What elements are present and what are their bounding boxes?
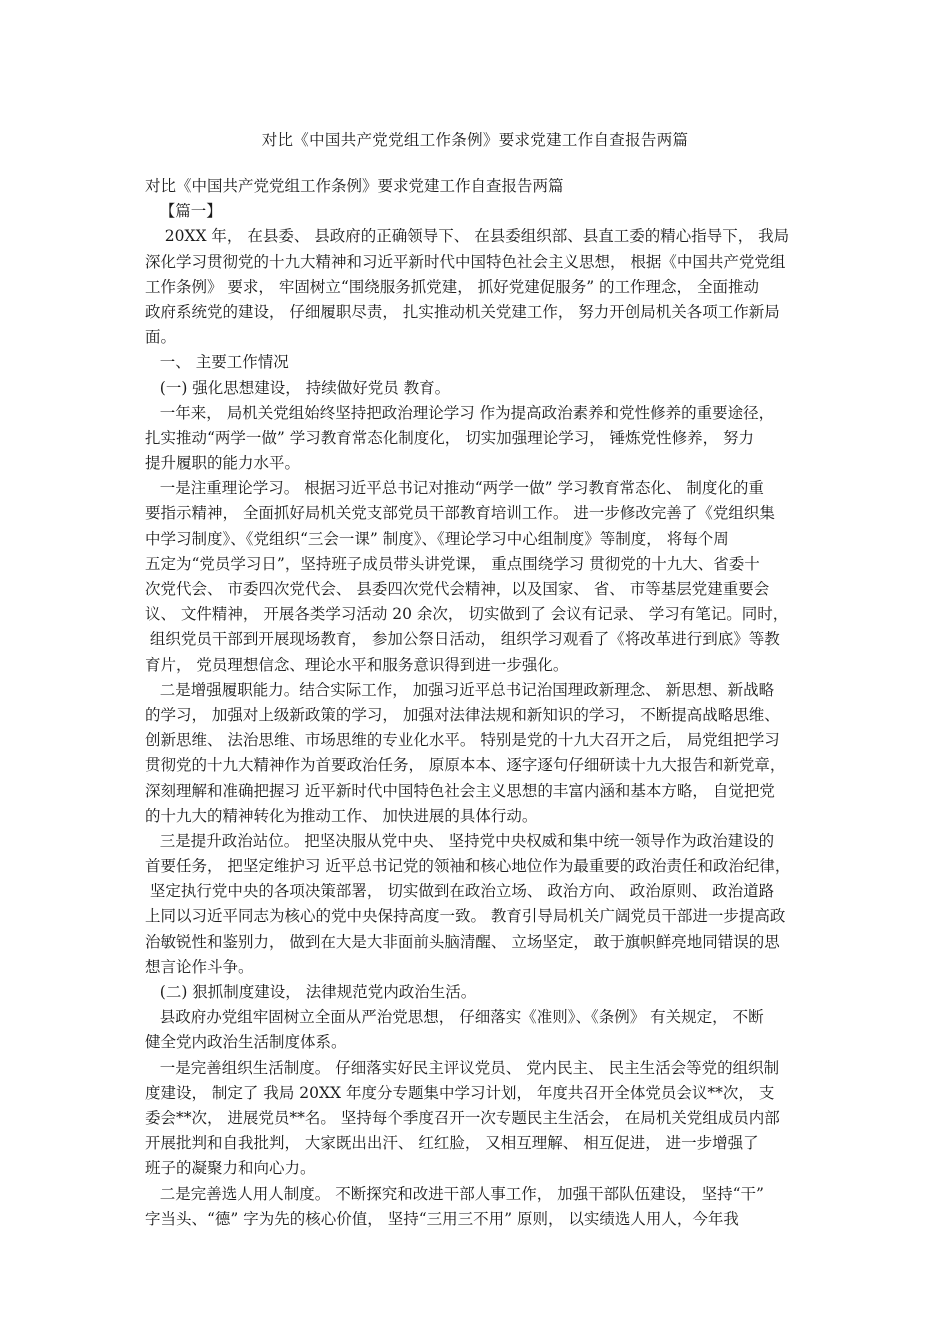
text-line: 坚定执行党中央的各项决策部署， 切实做到在政治立场、 政治方向、 政治原则、 政治道路 <box>145 882 775 901</box>
text-line: 育片， 党员理想信念、理论水平和服务意识得到进一步强化。 <box>145 655 569 674</box>
text-line: 深化学习贯彻党的十九大精神和习近平新时代中国特色社会主义思想， 根据《中国共产党党组 <box>145 252 786 271</box>
text-line: 扎实推动“两学一做” 学习教育常态化制度化， 切实加强理论学习， 锤炼党性修养， 努力 <box>145 428 755 447</box>
text-line: 二是增强履职能力。结合实际工作， 加强习近平总书记治国理政新理念、 新思想、新战略 <box>145 680 775 699</box>
text-line: 的十九大的精神转化为推动工作、 加快进展的具体行动。 <box>145 806 538 825</box>
text-line: 度建设， 制定了 我局 20XX 年度分专题集中学习计划， 年度共召开全体党员会议**次， 支 <box>145 1083 775 1102</box>
text-line: (一) 强化思想建设， 持续做好党员 教育。 <box>145 378 451 397</box>
text-line: 想言论作斗争。 <box>145 957 254 976</box>
text-line: 面。 <box>145 328 177 347</box>
text-line: 委会**次， 进展党员**名。 坚持每个季度召开一次专题民主生活会， 在局机关党组成员内部 <box>145 1108 780 1127</box>
text-line: 字当头、“德” 字为先的核心价值， 坚持“三用三不用” 原则， 以实绩选人用人，今年我 <box>145 1209 739 1228</box>
text-line: 【篇一】 <box>145 202 222 221</box>
text-line: 次党代会、 市委四次党代会、 县委四次党代会精神，以及国家、 省、 市等基层党建重要会 <box>145 580 770 598</box>
text-line: 要指示精神， 全面抓好局机关党支部党员干部教育培训工作。 进一步修改完善了《党组织集 <box>145 504 775 523</box>
document-title: 对比《中国共产党党组工作条例》要求党建工作自查报告两篇 <box>261 131 689 149</box>
text-line: 上同以习近平同志为核心的党中央保持高度一致。 教育引导局机关广阔党员干部进一步提高政 <box>145 907 786 926</box>
text-line: 创新思维、 法治思维、市场思维的专业化水平。 特别是党的十九大召开之后， 局党组把学习 <box>145 731 780 750</box>
text-line: 工作条例》 要求， 牢固树立“围绕服务抓党建， 抓好党建促服务” 的工作理念， 全面推动 <box>145 277 759 296</box>
text-line: 中学习制度》、《党组织“三会一课” 制度》、《理论学习中心组制度》等制度， 将每个周 <box>145 529 729 548</box>
text-line: 三是提升政治站位。 把坚决服从党中央、 坚持党中央权威和集中统一领导作为政治建设的 <box>145 831 775 850</box>
text-line: 治敏锐性和鉴别力， 做到在大是大非面前头脑清醒、 立场坚定， 敢于旗帜鲜亮地同错误的思 <box>145 932 780 951</box>
text-line: 贯彻党的十九大精神作为首要政治任务， 原原本本、逐字逐句仔细研读十九大报告和新党章， <box>145 756 786 775</box>
text-line: (二) 狠抓制度建设， 法律规范党内政治生活。 <box>145 983 477 1001</box>
document-body <box>145 174 810 1232</box>
text-line: 20XX 年， 在县委、 县政府的正确领导下、 在县委组织部、县直工委的精心指导下， 我局 <box>145 227 790 246</box>
text-line: 开展批判和自我批判， 大家既出出汗、 红红脸， 又相互理解、 相互促进， 进一步增强了 <box>145 1134 759 1153</box>
text-line: 一是完善组织生活制度。 仔细落实好民主评议党员、 党内民主、 民主生活会等党的组织制 <box>145 1058 780 1077</box>
text-line: 班子的凝聚力和向心力。 <box>145 1159 316 1178</box>
text-line: 首要任务， 把坚定维护习 近平总书记党的领袖和核心地位作为最重要的政治责任和政治纪律， <box>145 857 791 876</box>
text-line: 一年来， 局机关党组始终坚持把政治理论学习 作为提高政治素养和党性修养的重要途径， <box>145 403 775 422</box>
text-line: 一、 主要工作情况 <box>145 353 289 372</box>
text-line: 县政府办党组牢固树立全面从严治党思想， 仔细落实《准则》、《条例》 有关规定， 不断 <box>145 1008 764 1027</box>
text-line: 二是完善选人用人制度。 不断探究和改进干部人事工作， 加强干部队伍建设， 坚持“干” <box>145 1184 764 1203</box>
text-line: 议、 文件精神， 开展各类学习活动 20 余次， 切实做到了 会议有记录、 学习有笔记。同时， <box>145 605 789 624</box>
text-line: 一是注重理论学习。 根据习近平总书记对推动“两学一做” 学习教育常态化、 制度化的重 <box>145 479 764 498</box>
text-line: 的学习， 加强对上级新政策的学习， 加强对法律法规和新知识的学习， 不断提高战略思维、 <box>145 705 780 724</box>
text-line: 健全党内政治生活制度体系。 <box>145 1033 347 1052</box>
text-line: 提升履职的能力水平。 <box>145 454 301 473</box>
text-line: 对比《中国共产党党组工作条例》要求党建工作自查报告两篇 <box>145 177 564 195</box>
text-line: 深刻理解和准确把握习 近平新时代中国特色社会主义思想的丰富内涵和基本方略， 自觉把党 <box>145 781 775 800</box>
text-line: 组织党员干部到开展现场教育， 参加公祭日活动， 组织学习观看了《将改革进行到底》等教 <box>145 630 780 649</box>
text-line: 五定为“党员学习日”，坚持班子成员带头讲党课， 重点围绕学习 贯彻党的十九大、省委十 <box>145 554 760 573</box>
text-line: 政府系统党的建设， 仔细履职尽责， 扎实推动机关党建工作， 努力开创局机关各项工作新局 <box>145 302 780 321</box>
